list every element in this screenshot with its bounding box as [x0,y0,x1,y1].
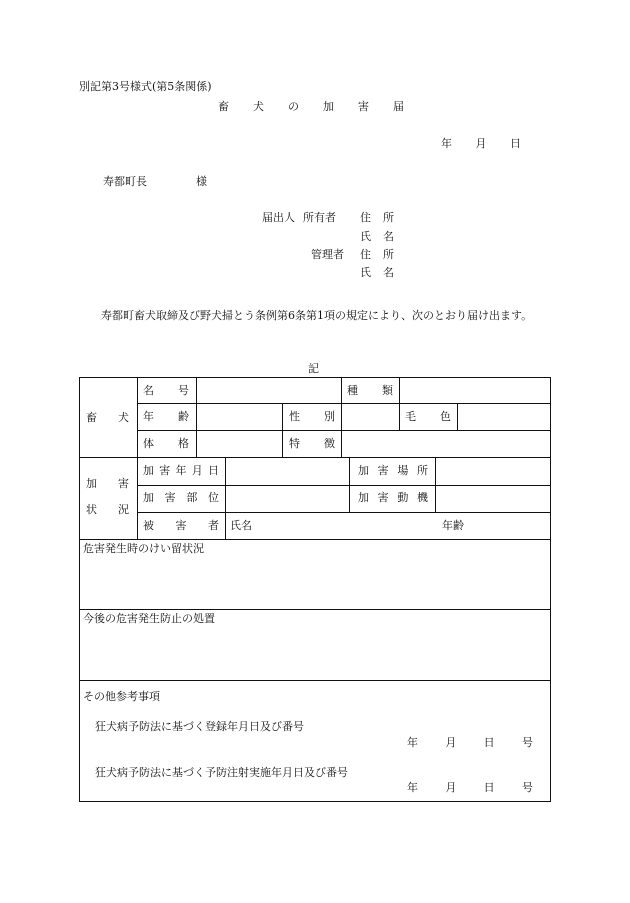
build-label: 体 格 [143,437,189,450]
note-label: 記 [308,362,319,375]
rabies-registration-label: 狂犬病予防法に基づく登録年月日及び番号 [95,720,304,733]
confinement-label: 危害発生時のけい留状況 [83,542,204,555]
age-label: 年 齢 [143,410,189,423]
prevention-label: 今後の危害発生防止の処置 [83,612,215,625]
harm-date-label: 加 害 年 月 日 [143,464,219,477]
harm-place-label: 加 害 場 所 [358,464,428,477]
name-no-label: 名 号 [143,384,189,397]
owner-label: 所有者 [303,211,336,224]
addressee: 寿都町長 [103,175,147,188]
statement: 寿都町畜犬取締及び野犬掃とう条例第6条第1項の規定により、次のとおり届け出ます。 [101,309,533,322]
form-number: 別記第3号様式(第5条関係) [79,80,212,93]
harm-section-label-1: 加 害 [86,477,129,490]
owner-name-label: 氏 名 [360,230,394,243]
harm-motive-label: 加 害 動 機 [358,491,428,504]
manager-address-label: 住 所 [360,248,394,261]
submission-date: 年 月 日 [441,137,521,150]
vaccination-ymd-no: 年 月 日 号 [407,781,533,794]
registration-ymd-no: 年 月 日 号 [407,736,533,749]
other-notes-label: その他参考事項 [83,690,160,703]
victim-name-label: 氏名 [230,519,252,532]
owner-address-label: 住 所 [360,211,394,224]
manager-name-label: 氏 名 [360,266,394,279]
dog-section-label: 畜 犬 [86,411,129,424]
document-title: 畜 犬 の 加 害 届 [218,100,404,113]
harm-part-label: 加 害 部 位 [143,491,219,504]
manager-label: 管理者 [311,248,344,261]
applicant-label: 届出人 [262,211,295,224]
kind-label: 種 類 [347,384,393,397]
coat-color-label: 毛 色 [405,410,451,423]
victim-age-label: 年齢 [442,519,464,532]
addressee-suffix: 様 [196,175,207,188]
victim-label: 被 害 者 [143,519,219,532]
harm-section-label-2: 状 況 [86,503,129,516]
rabies-vaccination-label: 狂犬病予防法に基づく予防注射実施年月日及び番号 [95,766,348,779]
sex-label: 性 別 [289,410,335,423]
features-label: 特 徴 [289,437,335,450]
